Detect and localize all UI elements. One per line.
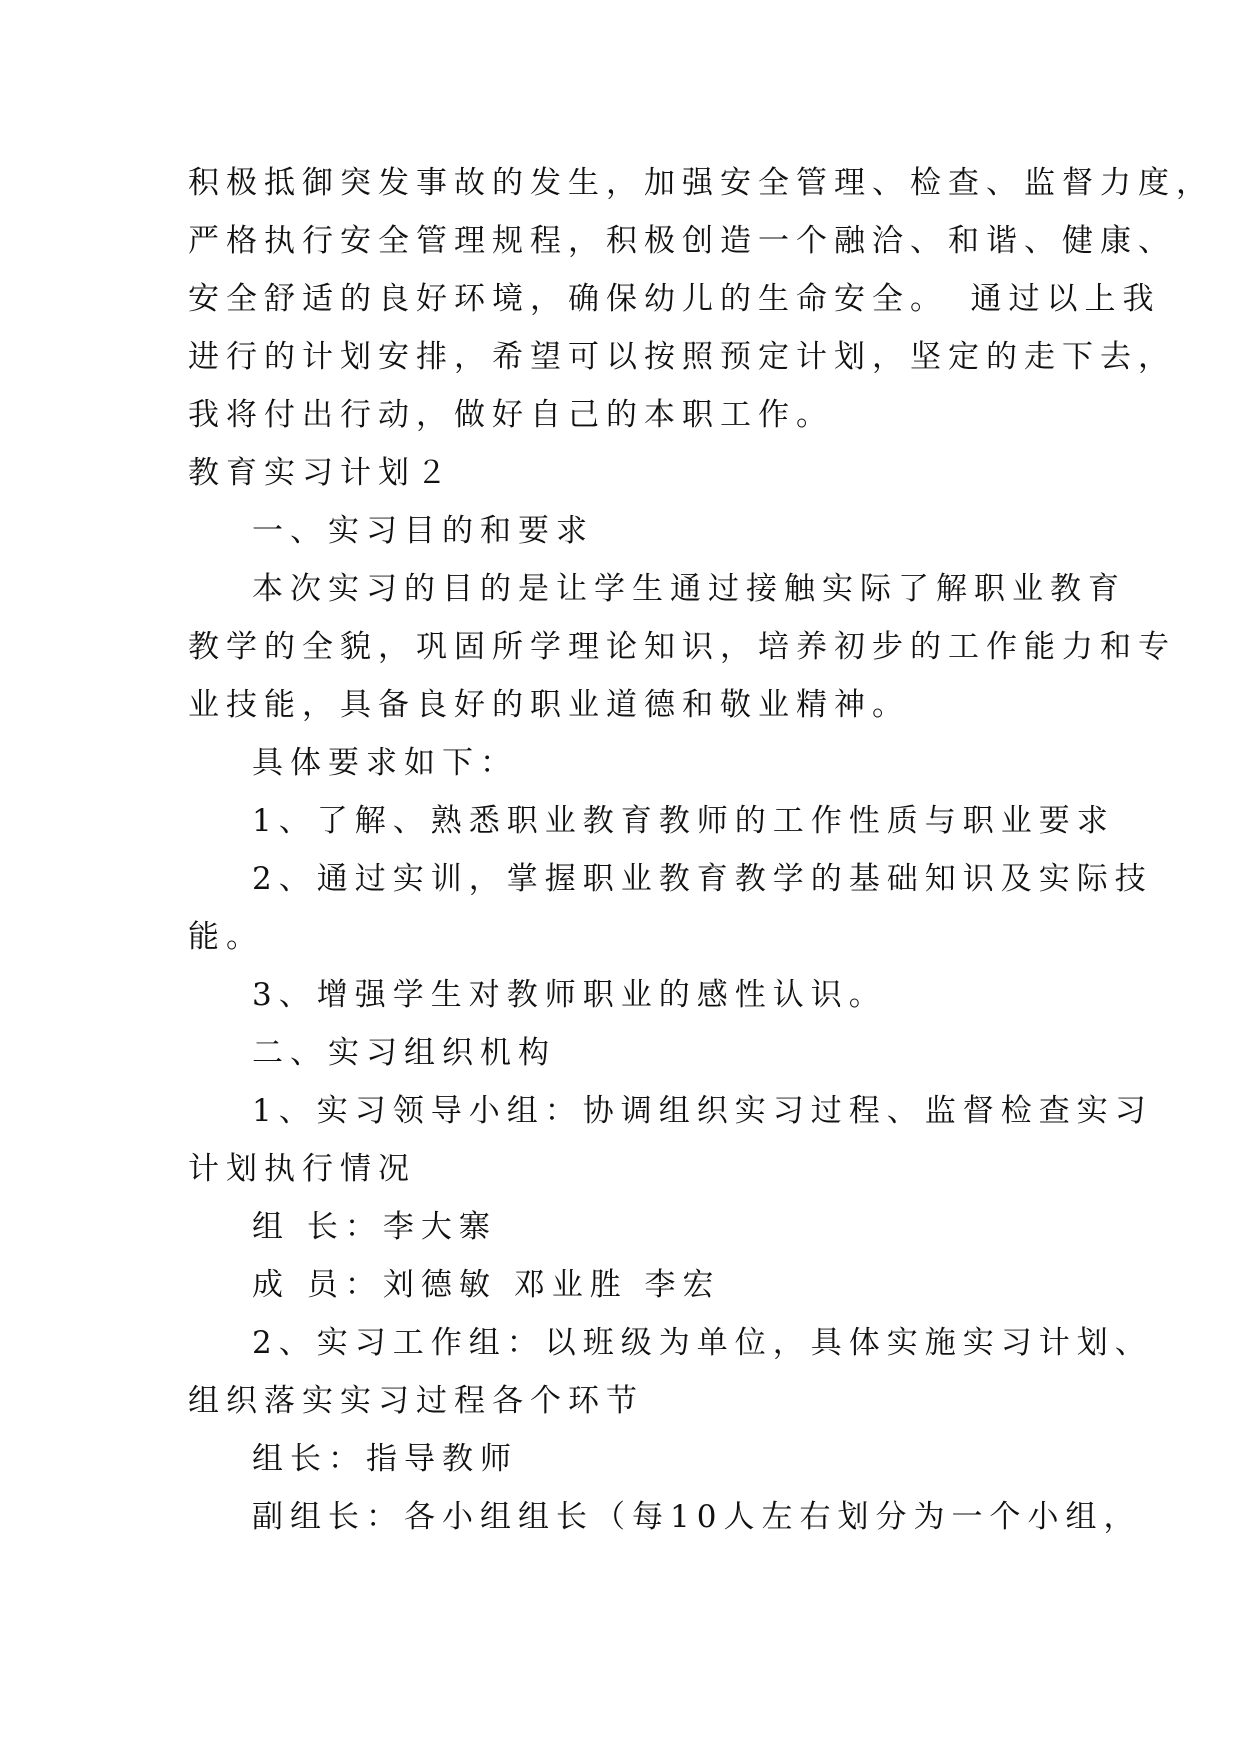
paragraph-line: 本次实习的目的是让学生通过接触实际了解职业教育 <box>252 571 1126 607</box>
paragraph-line: 业技能，具备良好的职业道德和敬业精神。 <box>188 687 910 723</box>
paragraph-line: 严格执行安全管理规程，积极创造一个融洽、和谐、健康、 <box>188 223 1176 259</box>
paragraph-line: 组 长：李大寨 <box>252 1209 497 1245</box>
list-item: 1、了解、熟悉职业教育教师的工作性质与职业要求 <box>252 803 1115 839</box>
section-title: 教育实习计划２ <box>188 455 454 491</box>
paragraph-line: 安全舒适的良好环境，确保幼儿的生命安全。 通过以上我 <box>188 281 1161 317</box>
paragraph-line: 具体要求如下： <box>252 745 518 781</box>
list-item-continuation: 能。 <box>188 919 264 955</box>
list-item: 2、实习工作组：以班级为单位，具体实施实习计划、 <box>252 1325 1153 1361</box>
paragraph-line: 副组长：各小组组长（每10人左右划分为一个小组， <box>252 1499 1142 1535</box>
paragraph-line: 组长：指导教师 <box>252 1441 518 1477</box>
list-item-continuation: 组织落实实习过程各个环节 <box>188 1383 644 1419</box>
paragraph-line: 成 员：刘德敏 邓业胜 李宏 <box>252 1267 721 1303</box>
section-heading: 二、实习组织机构 <box>252 1035 556 1071</box>
paragraph-line: 教学的全貌，巩固所学理论知识，培养初步的工作能力和专 <box>188 629 1176 665</box>
paragraph-line: 进行的计划安排，希望可以按照预定计划，坚定的走下去， <box>188 339 1176 375</box>
section-heading: 一、实习目的和要求 <box>252 513 594 549</box>
list-item: 3、增强学生对教师职业的感性认识。 <box>252 977 887 1013</box>
list-item: 1、实习领导小组：协调组织实习过程、监督检查实习 <box>252 1093 1153 1129</box>
paragraph-line: 我将付出行动，做好自己的本职工作。 <box>188 397 834 433</box>
list-item-continuation: 计划执行情况 <box>188 1151 416 1187</box>
paragraph-line: 积极抵御突发事故的发生，加强安全管理、检查、监督力度， <box>188 165 1214 201</box>
list-item: 2、通过实训，掌握职业教育教学的基础知识及实际技 <box>252 861 1153 897</box>
